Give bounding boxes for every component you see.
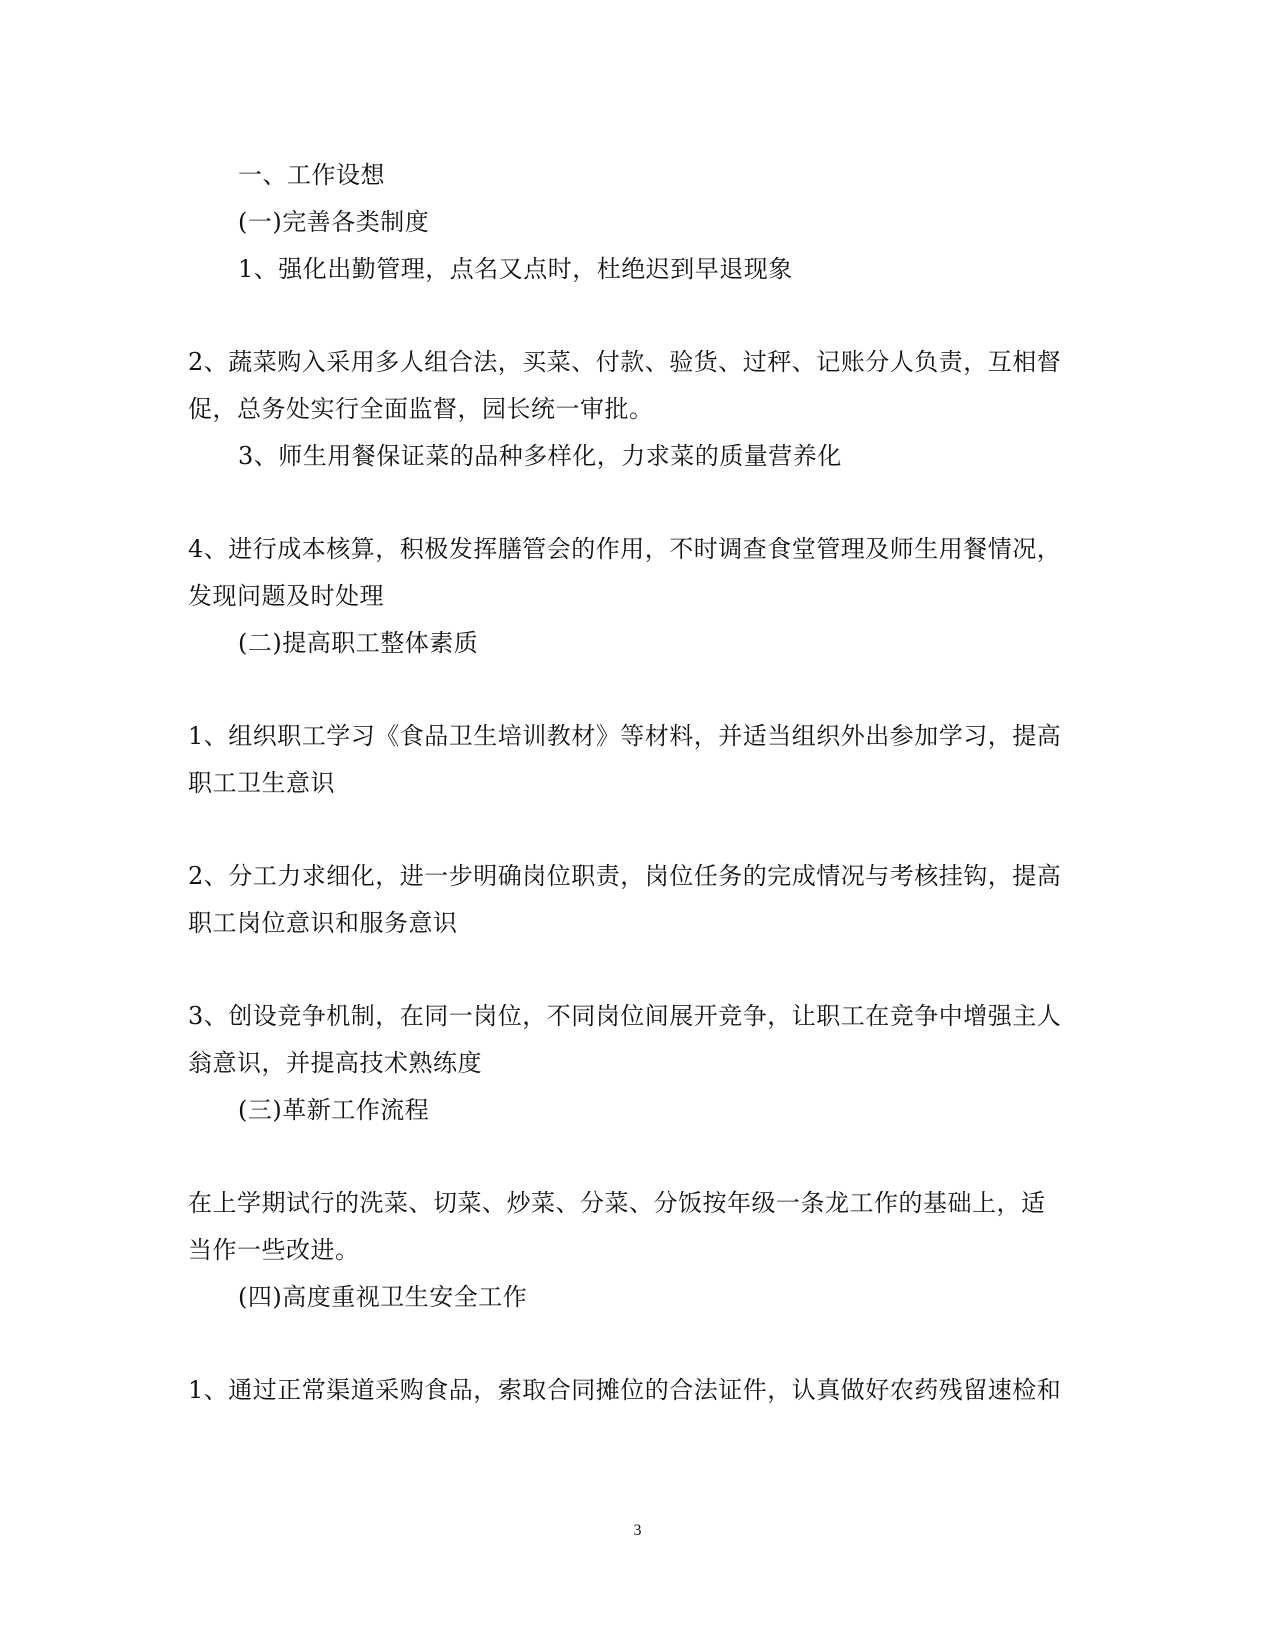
section-heading-work-plan: 一、工作设想 (238, 161, 385, 189)
paragraph-line: 职工卫生意识 (188, 769, 335, 797)
paragraph-line: 当作一些改进。 (188, 1236, 360, 1264)
paragraph-line: 4、进行成本核算，积极发挥膳管会的作用，不时调查食堂管理及师生用餐情况， (188, 535, 1062, 563)
paragraph-line: 3、创设竞争机制，在同一岗位，不同岗位间展开竞争，让职工在竞争中增强主人 (188, 1002, 1062, 1030)
paragraph-line: 3、师生用餐保证菜的品种多样化，力求菜的质量营养化 (238, 442, 842, 470)
paragraph-line: 1、通过正常渠道采购食品，索取合同摊位的合法证件，认真做好农药残留速检和 (188, 1376, 1062, 1404)
paragraph-line: 1、强化出勤管理，点名又点时，杜绝迟到早退现象 (238, 255, 793, 283)
paragraph-line: 1、组织职工学习《食品卫生培训教材》等材料，并适当组织外出参加学习，提高 (188, 722, 1062, 750)
subsection-heading-improve-systems: (一)完善各类制度 (238, 208, 430, 236)
paragraph-line: 翁意识，并提高技术熟练度 (188, 1049, 482, 1077)
paragraph-line: 职工岗位意识和服务意识 (188, 909, 458, 937)
paragraph-line: 促，总务处实行全面监督，园长统一审批。 (188, 395, 654, 423)
page-number: 3 (633, 1522, 642, 1539)
paragraph-line: 发现问题及时处理 (188, 582, 384, 610)
paragraph-line: 在上学期试行的洗菜、切菜、炒菜、分菜、分饭按年级一条龙工作的基础上，适 (188, 1189, 1046, 1217)
subsection-heading-workflow: (三)革新工作流程 (238, 1096, 430, 1124)
subsection-heading-staff-quality: (二)提高职工整体素质 (238, 629, 479, 657)
paragraph-line: 2、分工力求细化，进一步明确岗位职责，岗位任务的完成情况与考核挂钩，提高 (188, 862, 1062, 890)
subsection-heading-hygiene-safety: (四)高度重视卫生安全工作 (238, 1283, 528, 1311)
paragraph-line: 2、蔬菜购入采用多人组合法，买菜、付款、验货、过秤、记账分人负责，互相督 (188, 348, 1062, 376)
